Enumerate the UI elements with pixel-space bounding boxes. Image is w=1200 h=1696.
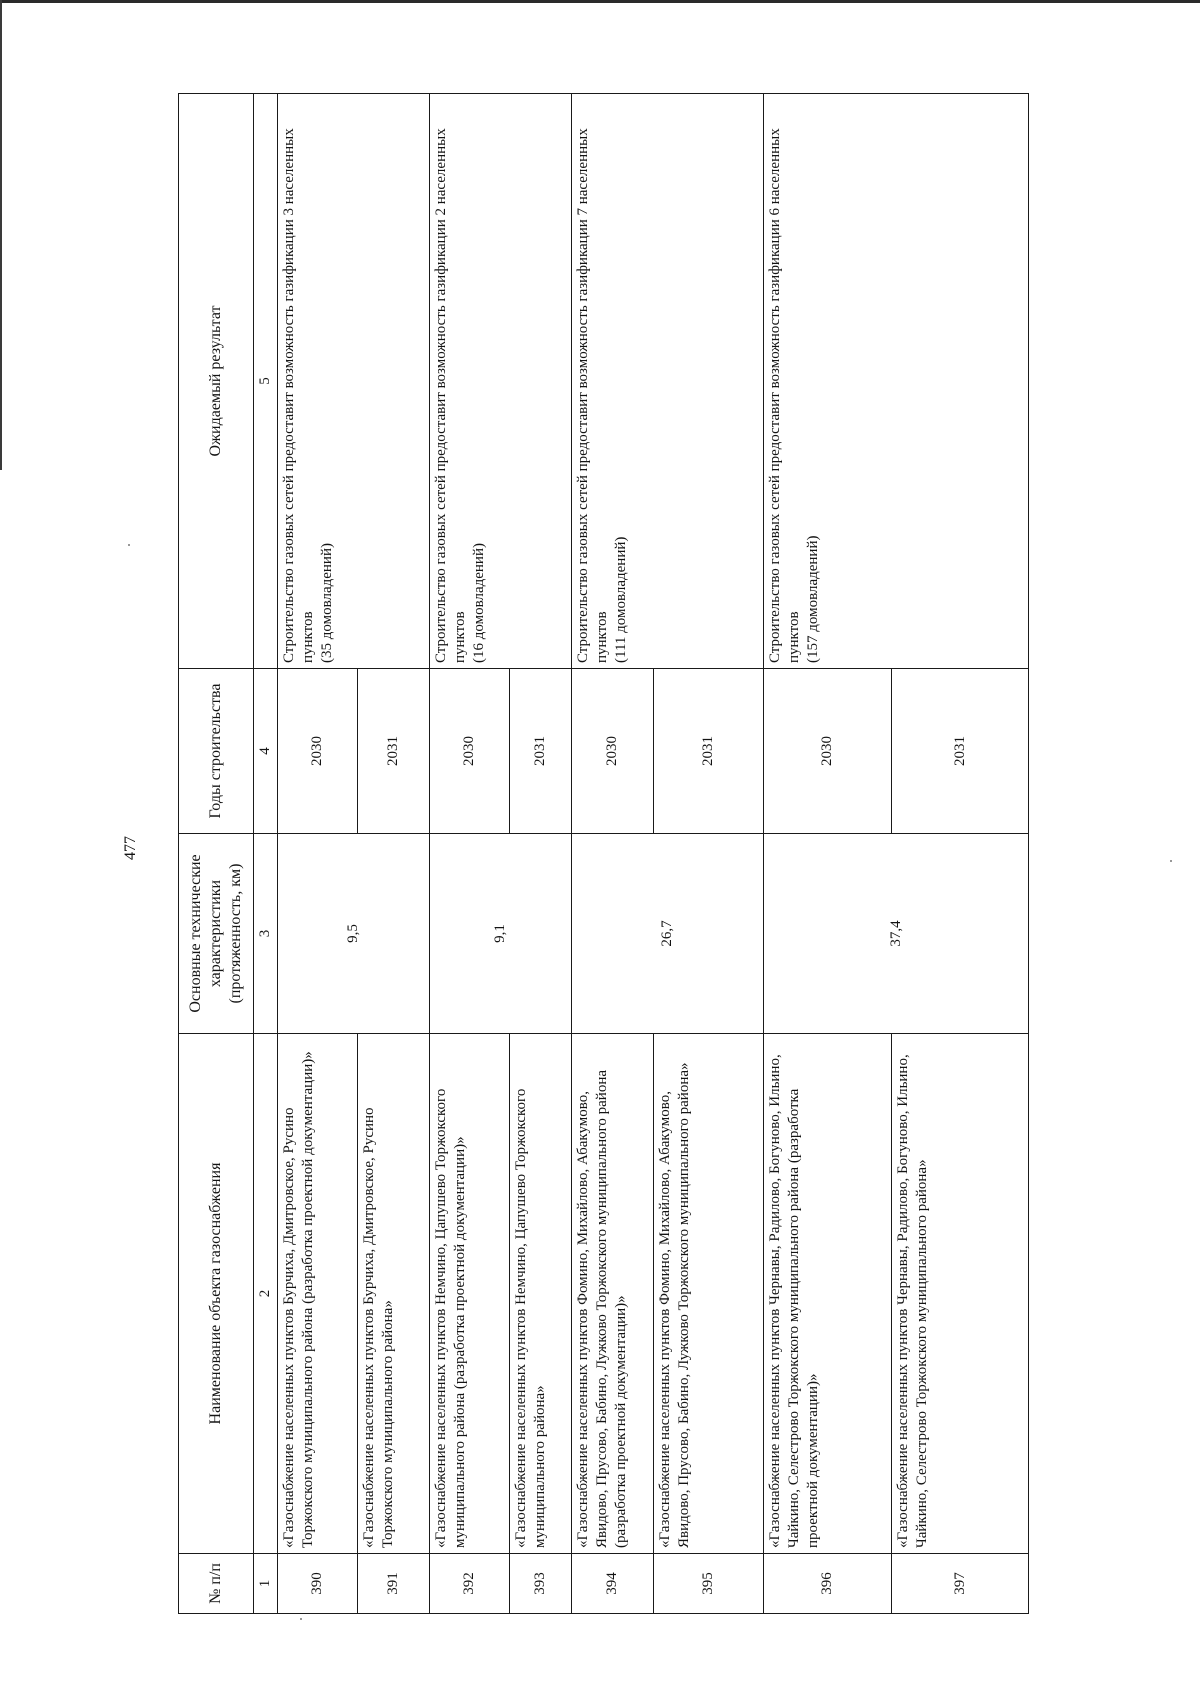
object-name: «Газоснабжение населенных пунктов Чернавы, Радилово, Богуново, Ильино, Чайкино, Селестрово Торжокского муниципального района» [892,1034,1029,1554]
expected-result [278,94,430,669]
header-years: Годы строительства [179,669,254,834]
header-result: Ожидаемый результат [179,94,254,669]
construction-year: 2030 [764,669,892,834]
result-line: (35 домовладений) [318,543,335,663]
object-name: «Газоснабжение населенных пунктов Немчино, Цапушево Торжокского муниципального района» [510,1034,572,1554]
scan-speck [300,1618,302,1620]
result-line: (16 домовладений) [470,543,487,663]
result-line: (111 домовладений) [612,536,629,663]
object-name: «Газоснабжение населенных пунктов Бурчиха, Дмитровское, Русино Торжокского муниципального района» [358,1034,430,1554]
expected-result [430,94,572,669]
row-number: 392 [430,1554,510,1614]
column-number: 4 [254,669,278,834]
row-number: 394 [572,1554,654,1614]
construction-year: 2030 [572,669,654,834]
header-row [179,94,254,1614]
table-row [764,94,892,1614]
object-name: «Газоснабжение населенных пунктов Чернавы, Радилово, Богуново, Ильино, Чайкино, Селестрово Торжокского муниципального района (разработка проектной документации)» [764,1034,892,1554]
row-number: 391 [358,1554,430,1614]
expected-result [764,94,1029,669]
header-name: Наименование объекта газоснабжения [179,1034,254,1554]
construction-year: 2031 [510,669,572,834]
object-name: «Газоснабжение населенных пунктов Фомино, Михайлово, Абакумово, Явидово, Прусово, Бабино, Лужково Торжокского муниципального района (разработка проектной документации)» [572,1034,654,1554]
length-km: 37,4 [764,834,1029,1034]
construction-year: 2030 [278,669,358,834]
gasification-table-rotated [178,94,1028,1614]
object-name: «Газоснабжение населенных пунктов Бурчиха, Дмитровское, Русино Торжокского муниципального района (разработка проектной документации)» [278,1034,358,1554]
object-name: «Газоснабжение населенных пунктов Немчино, Цапушево Торжокского муниципального района (разработка проектной документации)» [430,1034,510,1554]
construction-year: 2030 [430,669,510,834]
row-number: 396 [764,1554,892,1614]
scan-speck [128,544,130,546]
scan-speck [1170,860,1172,862]
column-number: 2 [254,1034,278,1554]
result-line: Строительство газовых сетей предоставит возможность газификации 3 населенных пунктов [281,128,316,663]
page-number-text: 477 [122,836,139,860]
expected-result [572,94,764,669]
construction-year: 2031 [892,669,1029,834]
scan-edge-left [0,0,2,470]
length-km: 9,1 [430,834,572,1034]
column-numbers-row [254,94,278,1614]
header-length: Основные технические характеристики (протяженность, км) [179,834,254,1034]
column-number: 3 [254,834,278,1034]
result-line: (157 домовладений) [804,535,821,663]
row-number: 390 [278,1554,358,1614]
page-number [122,836,139,860]
object-name: «Газоснабжение населенных пунктов Фомино, Михайлово, Абакумово, Явидово, Прусово, Бабино, Лужково Торжокского муниципального района» [654,1034,764,1554]
result-line: Строительство газовых сетей предоставит возможность газификации 2 населенных пунктов [433,128,468,663]
table-row [430,94,510,1614]
gasification-table-frame [178,94,1028,1614]
table-row [572,94,654,1614]
row-number: 393 [510,1554,572,1614]
row-number: 395 [654,1554,764,1614]
gasification-table [178,93,1029,1614]
result-line: Строительство газовых сетей предоставит возможность газификации 6 населенных пунктов [767,128,802,663]
header-num: № п/п [179,1554,254,1614]
row-number: 397 [892,1554,1029,1614]
column-number: 5 [254,94,278,669]
length-km: 9,5 [278,834,430,1034]
column-number: 1 [254,1554,278,1614]
scan-edge-top [0,0,1200,3]
construction-year: 2031 [358,669,430,834]
construction-year: 2031 [654,669,764,834]
length-km: 26,7 [572,834,764,1034]
table-row [278,94,358,1614]
result-line: Строительство газовых сетей предоставит возможность газификации 7 населенных пунктов [575,128,610,663]
